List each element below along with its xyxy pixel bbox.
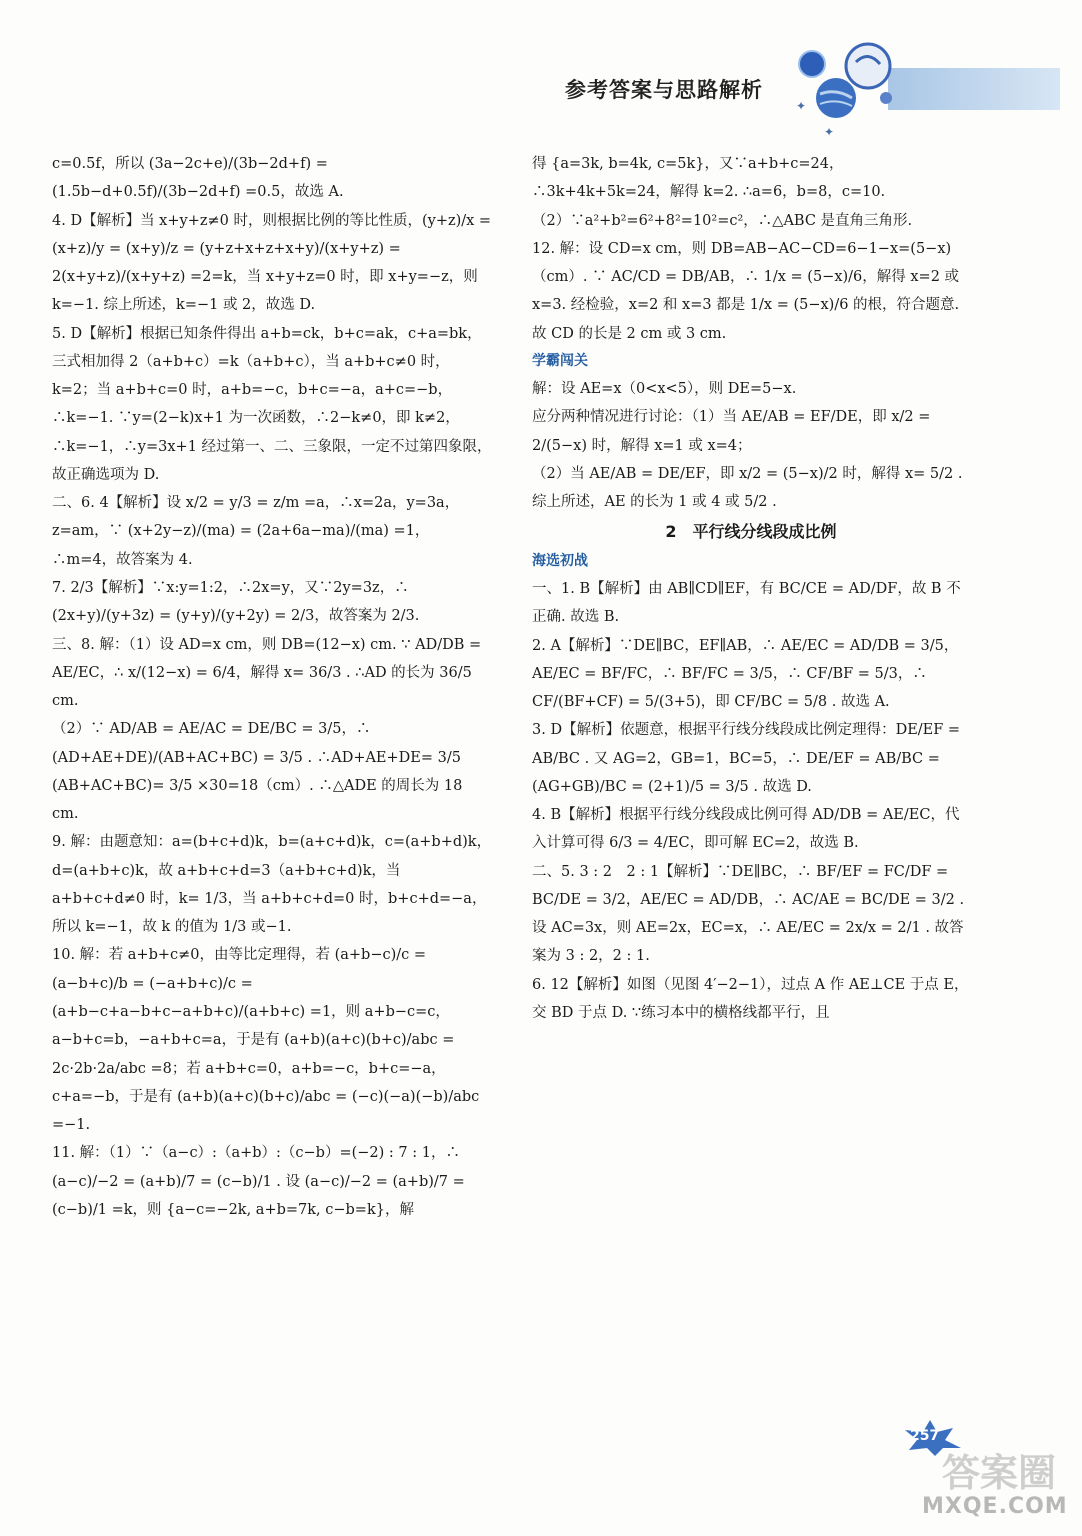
svg-text:✦: ✦ <box>796 99 807 113</box>
planet-decoration-icon <box>790 40 900 140</box>
answer-5: 5. D【解析】根据已知条件得出 a+b=ck，b+c=ak，c+a=bk，三式相加得 2（a+b+c）=k（a+b+c），当 a+b+c≠0 时，k=2；当 a+b+c=0 时，a+b=−c，b+c=−a，a+c=−b，∴k=−1. ∵y=(2−k)x+1 为一次函数，∴2−k≠0，即 k≠2，∴k=−1，∴y=3x+1 经过第一、二、三象限，一定不过第四象限，故正确选项为 D. <box>52 325 492 483</box>
section-label-xuebaichuangguan: 学霸闯关 <box>532 352 588 369</box>
answer-7: 7. 2/3【解析】∵x:y=1:2，∴2x=y，又∵2y=3z，∴ (2x+y)/(y+3z) = (y+y)/(y+2y) = 2/3，故答案为 2/3. <box>52 579 420 625</box>
watermark-text: 答案圈 <box>942 1451 1057 1495</box>
answer-text: c=0.5f，所以 (3a−2c+e)/(3b−2d+f) = (1.5b−d+0.5f)/(3b−2d+f) =0.5，故选 A. <box>52 156 344 201</box>
answer-9: 9. 解：由题意知：a=(b+c+d)k，b=(a+c+d)k，c=(a+b+d)k，d=(a+b+c)k，故 a+b+c+d=3（a+b+c+d)k，当 a+b+c+d≠0 时，k= 1/3，当 a+b+c+d=0 时，b+c+d=−a，所以 k=−1，故 k 的值为 1/3 或−1. <box>52 834 492 936</box>
right-column <box>532 150 970 1027</box>
answer-8-2: （2）∵ AD/AB = AE/AC = DE/BC = 3/5，∴ (AD+AE+DE)/(AB+AC+BC) = 3/5 . ∴AD+AE+DE= 3/5 (AB+AC+BC)= 3/5 ×30=18（cm）. ∴△ADE 的周长为 18 cm. <box>52 721 463 823</box>
answer-11: 11. 解：（1）∵（a−c）:（a+b）:（c−b）=(−2) : 7 : 1，∴ (a−c)/−2 = (a+b)/7 = (c−b)/1 . 设 (a−c)/−2 = (a+b)/7 = (c−b)/1 =k，则 {a−c=−2k, a+b=7k, c−b=k}，解 <box>52 1145 465 1218</box>
svg-text:✦: ✦ <box>824 125 835 139</box>
section-label-haixuanchuzhan: 海选初战 <box>532 552 588 569</box>
left-column <box>52 150 492 1224</box>
answer-8-1: 三、8. 解：（1）设 AD=x cm，则 DB=(12−x) cm. ∵ AD/DB = AE/EC，∴ x/(12−x) = 6/4，解得 x= 36/3 . ∴AD 的长为 36/5 cm. <box>52 636 482 710</box>
watermark-url: MXQE.COM <box>922 1494 1068 1519</box>
answer-11-2: （2）∵a²+b²=6²+8²=10²=c²，∴△ABC 是直角三角形. <box>532 212 913 229</box>
section2-answer: 2. A【解析】∵DE∥BC，EF∥AB，∴ AE/EC = AD/DB = 3/5，AE/EC = BF/FC，∴ BF/FC = 3/5，∴ CF/BF = 5/3，∴ CF/(BF+CF) = 5/(3+5)，即 CF/BC = 5/8 . 故选 A. <box>532 637 959 711</box>
xueba-paragraph: 解：设 AE=x（0<x<5），则 DE=5−x. <box>532 381 797 398</box>
answer-4: 4. D【解析】当 x+y+z≠0 时，则根据比例的等比性质，(y+z)/x = (x+z)/y = (x+y)/z = (y+z+x+z+x+y)/(x+y+z) = 2(x+y+z)/(x+y+z) =2=k，当 x+y+z=0 时，即 x+y=−z，则 k=−1. 综上所述，k=−1 或 2，故选 D. <box>52 212 492 314</box>
section-title: 2 平行线分线段成比例 <box>665 522 837 542</box>
header-band <box>888 68 1060 110</box>
answer-10: 10. 解：若 a+b+c≠0，由等比定理得，若 (a+b−c)/c = (a−b+c)/b = (−a+b+c)/c = (a+b−c+a−b+c−a+b+c)/(a+b+c) =1，则 a+b−c=c，a−b+c=b，−a+b+c=a，于是有 (a+b)(a+c)(b+c)/abc = 2c·2b·2a/abc =8；若 a+b+c=0，a+b=−c，b+c=−a，c+a=−b，于是有 (a+b)(a+c)(b+c)/abc = (−c)(−a)(−b)/abc =−1. <box>52 947 480 1134</box>
section2-answer: 二、5. 3 : 2 2 : 1【解析】∵DE∥BC，∴ BF/EF = FC/DF = BC/DE = 3/2，AE/EC = AD/DB，∴ AC/AE = BC/DE = 3/2 . 设 AC=3x，则 AE=2x，EC=x，∴ AE/EC = 2x/x = 2/1 . 故答案为 3 : 2，2 : 1. <box>532 863 965 965</box>
watermark <box>922 1442 1072 1522</box>
section2-answer: 4. B【解析】根据平行线分线段成比例可得 AD/DB = AE/EC，代入计算可得 6/3 = 4/EC，即可解 EC=2，故选 B. <box>532 807 960 852</box>
section2-answer: 一、1. B【解析】由 AB∥CD∥EF，有 BC/CE = AD/DF，故 B 不正确. 故选 B. <box>532 580 961 626</box>
section2-answer: 3. D【解析】依题意，根据平行线分线段成比例定理得：DE/EF = AB/BC . 又 AG=2，GB=1，BC=5，∴ DE/EF = AB/BC = (AG+GB)/BC = (2+1)/5 = 3/5 . 故选 D. <box>532 722 961 795</box>
section2-answer: 6. 12【解析】如图（见图 4′−2−1），过点 A 作 AE⊥CE 于点 E，交 BD 于点 D. ∵练习本中的横格线都平行，且 <box>532 976 969 1021</box>
answer-6: 二、6. 4【解析】设 x/2 = y/3 = z/m =a，∴x=2a，y=3a，z=am，∵ (x+2y−z)/(ma) = (2a+6a−ma)/(ma) =1，∴m=4，故答案为 4. <box>52 495 460 568</box>
answer-11-cont: 得 {a=3k, b=4k, c=5k}，又∵a+b+c=24，∴3k+4k+5k=24，解得 k=2. ∴a=6，b=8，c=10. <box>532 156 886 201</box>
xueba-paragraph: （2）当 AE/AB = DE/EF，即 x/2 = (5−x)/2 时，解得 x= 5/2 . 综上所述，AE 的长为 1 或 4 或 5/2 . <box>532 465 963 511</box>
xueba-paragraph: 应分两种情况进行讨论：（1）当 AE/AB = EF/DE，即 x/2 = 2/(5−x) 时，解得 x=1 或 x=4； <box>532 409 931 454</box>
page-header-title: 参考答案与思路解析 <box>565 78 763 102</box>
answer-12: 12. 解：设 CD=x cm，则 DB=AB−AC−CD=6−1−x=(5−x)（cm）. ∵ AC/CD = DB/AB，∴ 1/x = (5−x)/6，解得 x=2 或 x=3. 经检验，x=2 和 x=3 都是 1/x = (5−x)/6 的根，符合题意. 故 CD 的长是 2 cm 或 3 cm. <box>532 240 960 342</box>
page-number: 257 <box>910 1428 940 1444</box>
